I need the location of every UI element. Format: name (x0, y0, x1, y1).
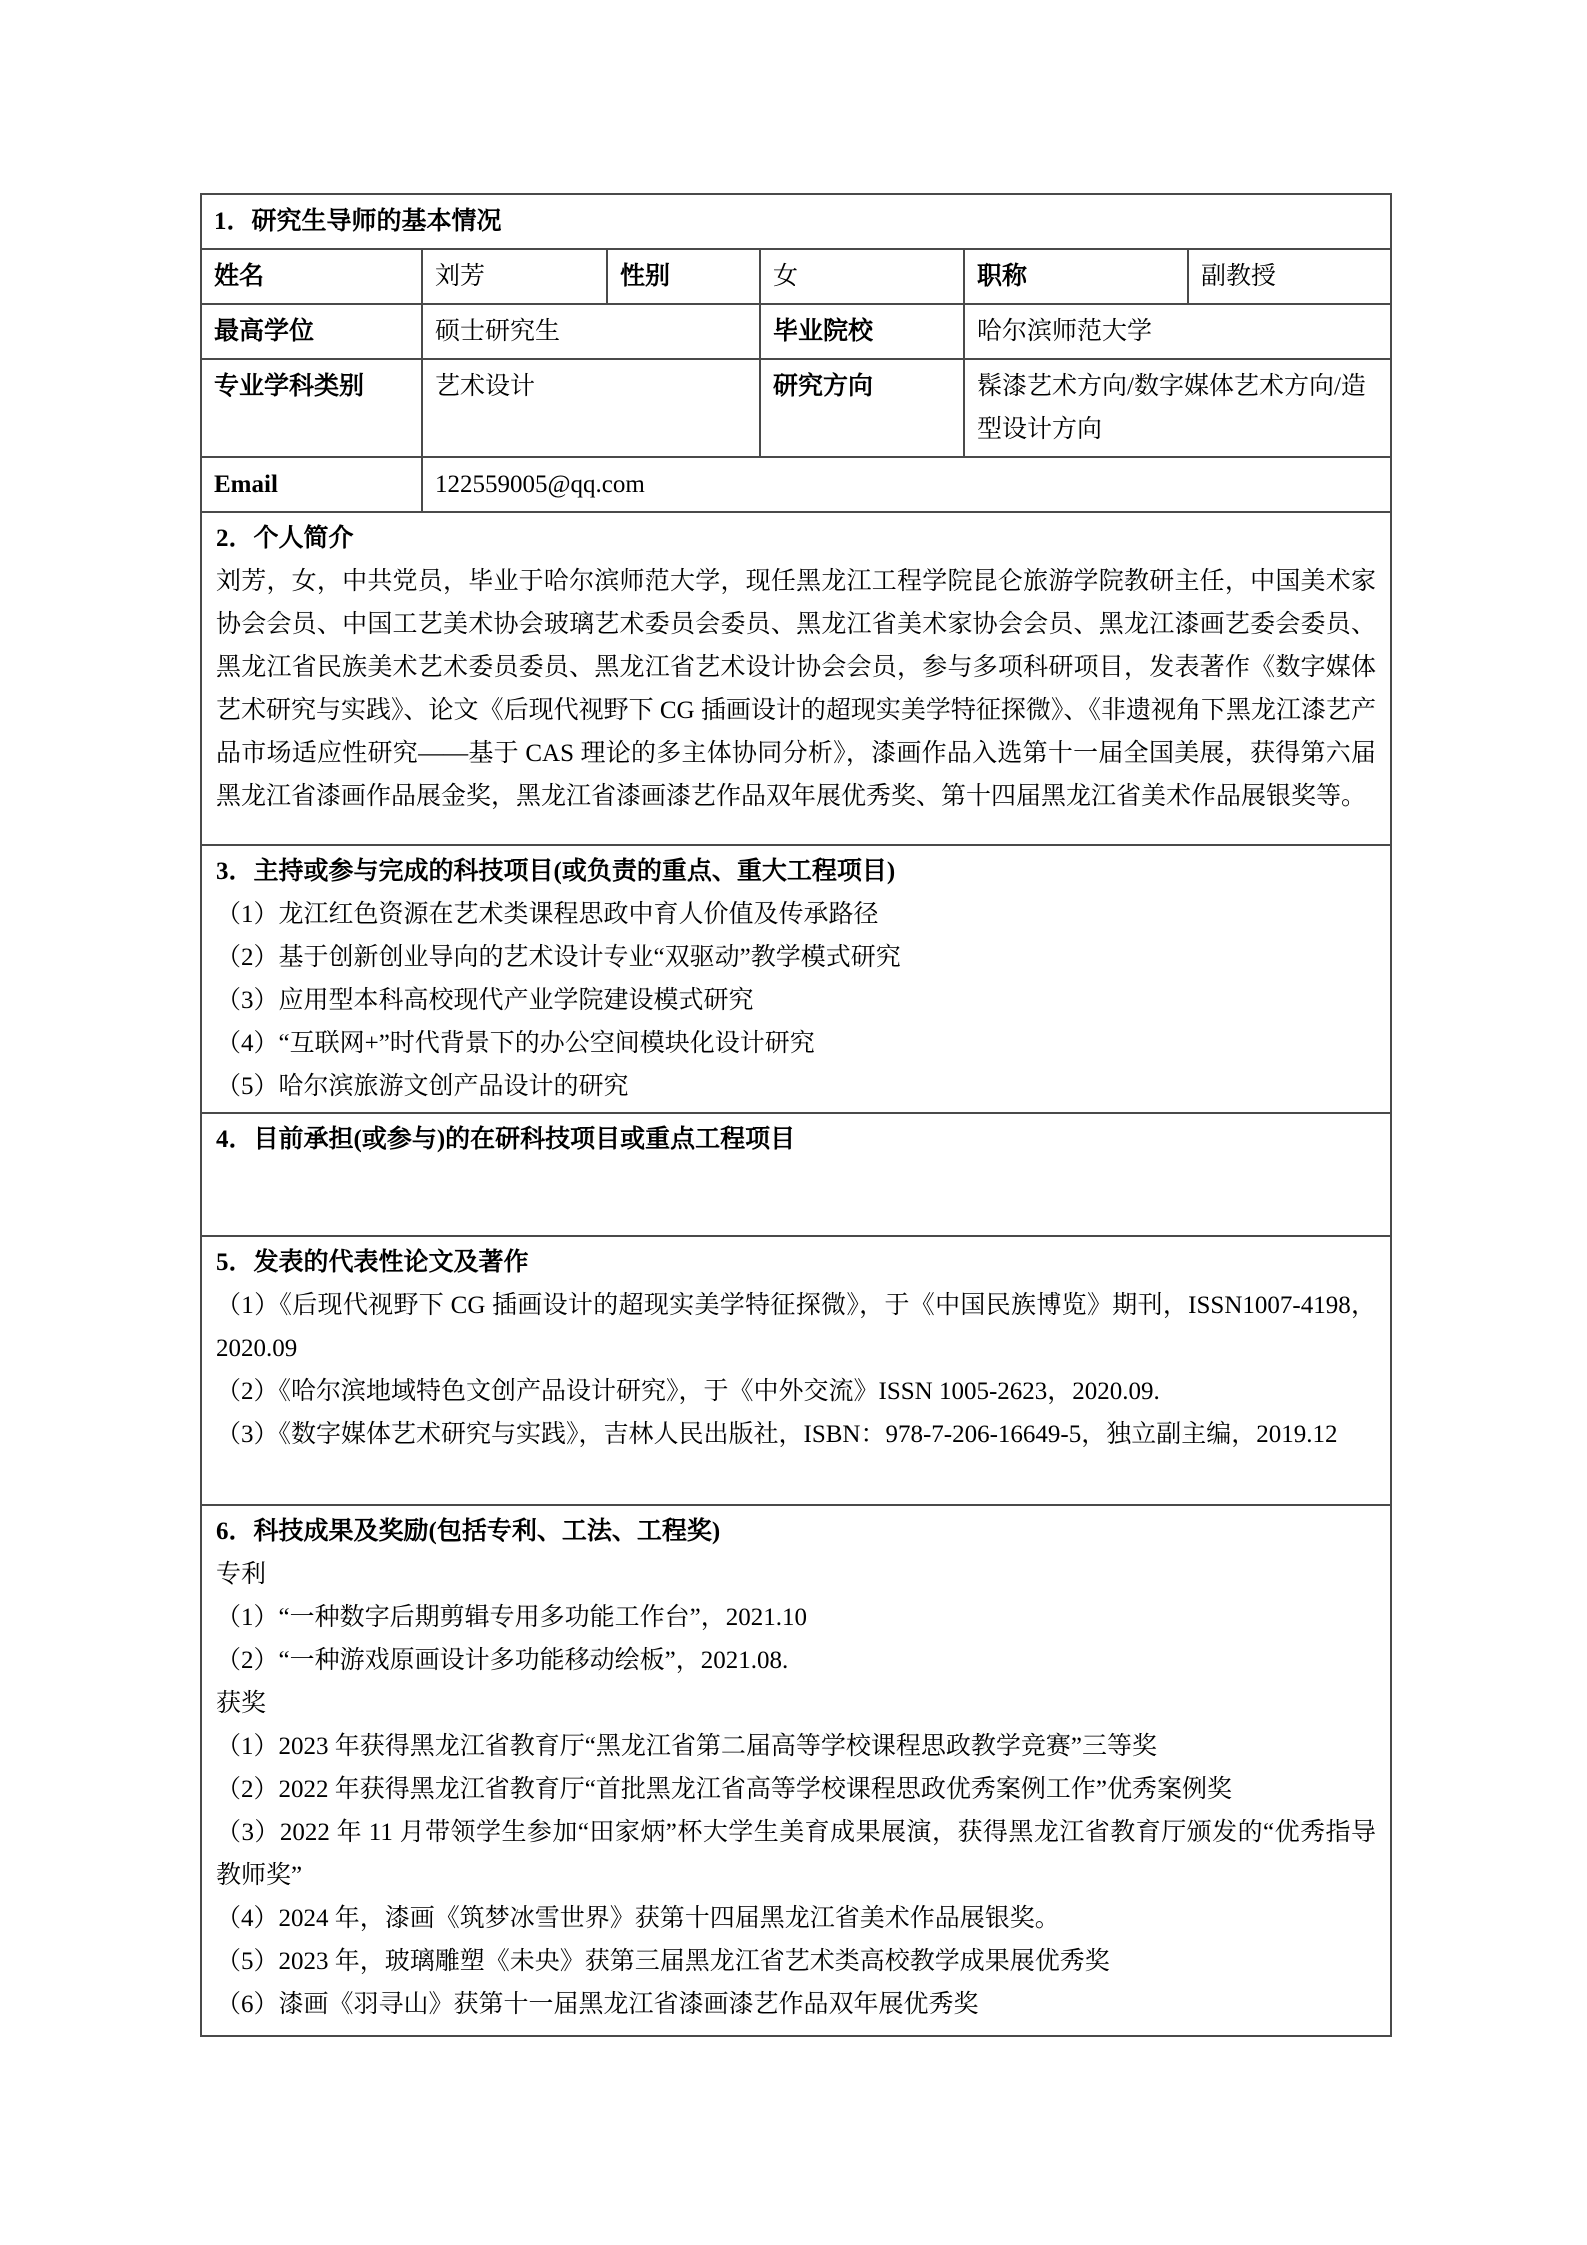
award-item: （1）2023 年获得黑龙江省教育厅“黑龙江省第二届高等学校课程思政教学竞赛”三等奖 (216, 1733, 1157, 1760)
publication-item: （2）《哈尔滨地域特色文创产品设计研究》，于《中外交流》ISSN 1005-2623，2020.09. (216, 1378, 1160, 1405)
section-6-title: 6．科技成果及奖励(包括专利、工法、工程奖) (216, 1518, 721, 1545)
section-3-projects (201, 845, 1391, 1113)
award-item: （3）2022 年 11 月带领学生参加“田家炳”杯大学生美育成果展演，获得黑龙江省教育厅颁发的“优秀指导教师奖” (216, 1819, 1377, 1889)
section-4-current-projects (201, 1113, 1391, 1236)
project-item: （1）龙江红色资源在艺术类课程思政中育人价值及传承路径 (216, 901, 879, 928)
patent-item: （2）“一种游戏原画设计多功能移动绘板”，2021.08. (216, 1647, 789, 1674)
name-value: 刘芳 (422, 249, 607, 304)
section-2-title: 2．个人简介 (216, 525, 354, 552)
section-3-title: 3．主持或参与完成的科技项目(或负责的重点、重大工程项目) (216, 858, 896, 885)
degree-value: 硕士研究生 (422, 304, 760, 359)
publication-item: （1）《后现代视野下 CG 插画设计的超现实美学特征探微》，于《中国民族博览》期刊，ISSN1007-4198，2020.09 (216, 1292, 1377, 1362)
award-label: 获奖 (216, 1690, 267, 1717)
name-label: 姓名 (201, 249, 422, 304)
project-item: （4）“互联网+”时代背景下的办公空间模块化设计研究 (216, 1030, 815, 1057)
major-value: 艺术设计 (422, 359, 760, 457)
award-item: （5）2023 年，玻璃雕塑《未央》获第三届黑龙江省艺术类高校教学成果展优秀奖 (216, 1948, 1110, 1975)
gender-value: 女 (760, 249, 964, 304)
project-item: （3）应用型本科高校现代产业学院建设模式研究 (216, 987, 754, 1014)
section-5-publications (201, 1236, 1391, 1505)
research-direction-value: 髹漆艺术方向/数字媒体艺术方向/造型设计方向 (964, 359, 1391, 457)
project-item: （2）基于创新创业导向的艺术设计专业“双驱动”教学模式研究 (216, 944, 901, 971)
degree-label: 最高学位 (201, 304, 422, 359)
title-value: 副教授 (1188, 249, 1391, 304)
supervisor-info-table (200, 193, 1392, 2037)
title-label: 职称 (964, 249, 1188, 304)
award-item: （2）2022 年获得黑龙江省教育厅“首批黑龙江省高等学校课程思政优秀案例工作”优秀案例奖 (216, 1776, 1232, 1803)
award-item: （4）2024 年，漆画《筑梦冰雪世界》获第十四届黑龙江省美术作品展银奖。 (216, 1905, 1060, 1932)
email-label: Email (201, 457, 422, 512)
project-item: （5）哈尔滨旅游文创产品设计的研究 (216, 1073, 629, 1100)
section-5-title: 5．发表的代表性论文及著作 (216, 1249, 529, 1276)
school-label: 毕业院校 (760, 304, 964, 359)
research-direction-label: 研究方向 (760, 359, 964, 457)
publication-item: （3）《数字媒体艺术研究与实践》，吉林人民出版社，ISBN：978-7-206-16649-5，独立副主编，2019.12 (216, 1421, 1338, 1448)
patent-label: 专利 (216, 1561, 267, 1588)
section-6-achievements (201, 1505, 1391, 2036)
gender-label: 性别 (607, 249, 760, 304)
section-2-profile (201, 512, 1391, 845)
school-value: 哈尔滨师范大学 (964, 304, 1391, 359)
section-4-title: 4．目前承担(或参与)的在研科技项目或重点工程项目 (216, 1126, 796, 1153)
section-1-title: 1．研究生导师的基本情况 (201, 194, 1391, 249)
patent-item: （1）“一种数字后期剪辑专用多功能工作台”，2021.10 (216, 1604, 807, 1631)
profile-text: 刘芳，女，中共党员，毕业于哈尔滨师范大学，现任黑龙江工程学院昆仑旅游学院教研主任，中国美术家协会会员、中国工艺美术协会玻璃艺术委员会委员、黑龙江省美术家协会会员、黑龙江漆画艺委会委员、黑龙江省民族美术艺术委员委员、黑龙江省艺术设计协会会员，参与多项科研项目，发表著作《数字媒体艺术研究与实践》、论文《后现代视野下 CG 插画设计的超现实美学特征探微》、《非遗视角下黑龙江漆艺产品市场适应性研究——基于 CAS 理论的多主体协同分析》，漆画作品入选第十一届全国美展，获得第六届黑龙江省漆画作品展金奖，黑龙江省漆画漆艺作品双年展优秀奖、第十四届黑龙江省美术作品展银奖等。 (216, 568, 1377, 810)
award-item: （6）漆画《羽寻山》获第十一届黑龙江省漆画漆艺作品双年展优秀奖 (216, 1991, 979, 2018)
email-value: 122559005@qq.com (422, 457, 1391, 512)
major-label: 专业学科类别 (201, 359, 422, 457)
